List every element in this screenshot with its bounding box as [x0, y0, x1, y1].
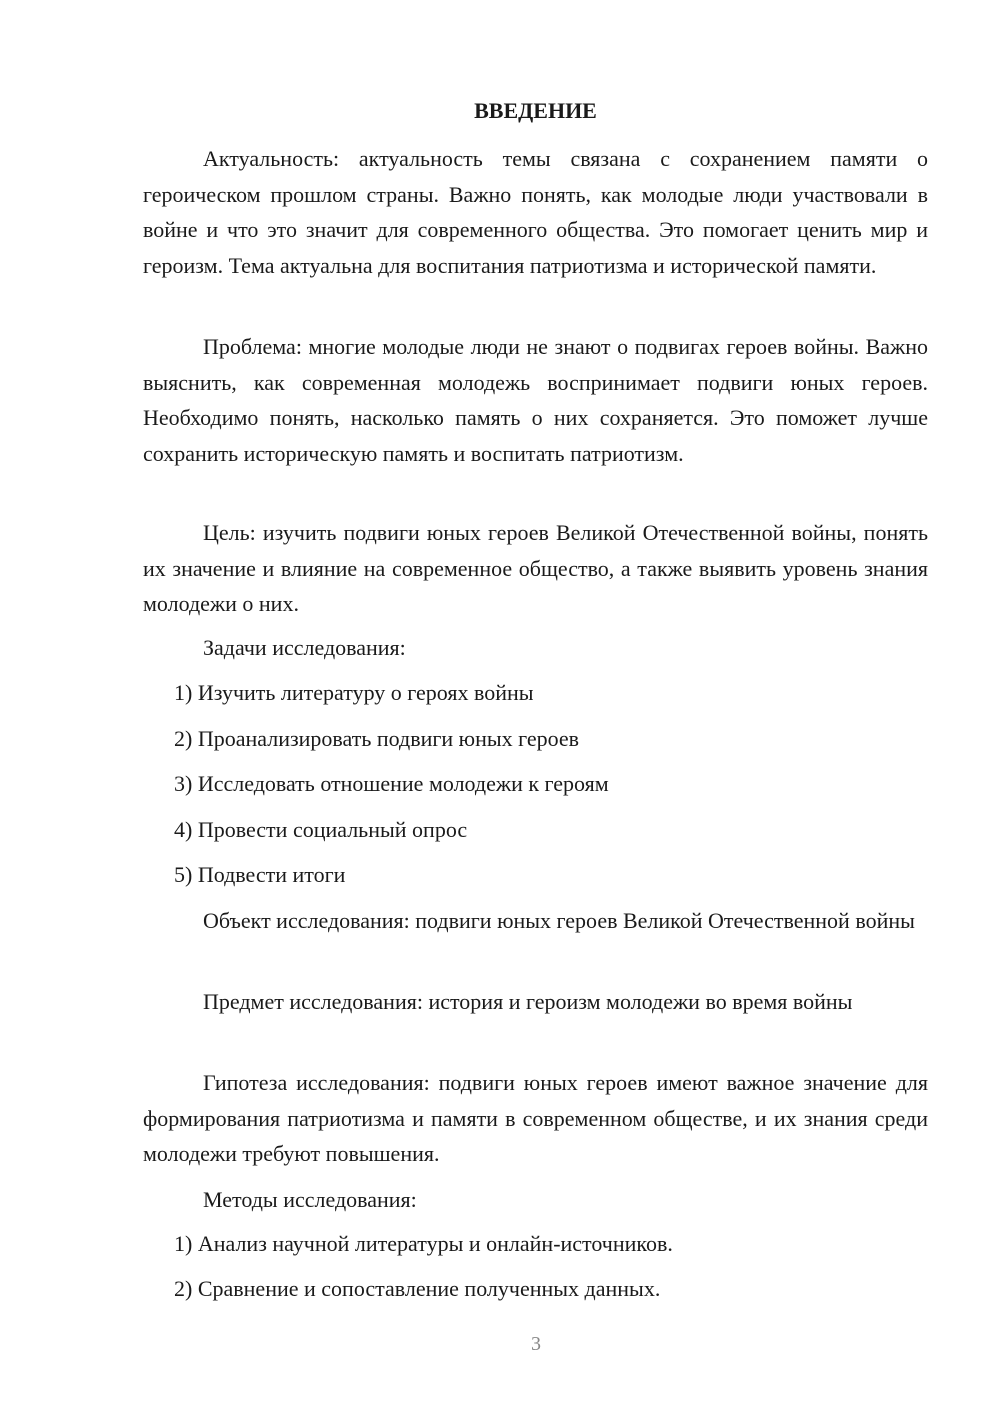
- task-item: 3) Исследовать отношение молодежи к героям: [174, 771, 609, 796]
- task-item: 1) Изучить литературу о героях войны: [174, 680, 534, 705]
- tasks-heading: Задачи исследования:: [203, 635, 406, 660]
- object-paragraph: Объект исследования: подвиги юных героев Великой Отечественной войны: [203, 908, 915, 933]
- problem-paragraph: Проблема: многие молодые люди не знают о подвигах героев войны. Важно выяснить, как современная молодежь воспринимает подвиги юных героев. Необходимо понять, насколько память о них сохраняется. Это поможет лучше сохранить историческую память и воспитать патриотизм.: [143, 334, 928, 466]
- relevance-paragraph: Актуальность: актуальность темы связана с сохранением памяти о героическом прошлом страны. Важно понять, как молодые люди участвовали в войне и что это значит для современного общества. Это помогает ценить мир и героизм. Тема актуальна для воспитания патриотизма и исторической памяти.: [143, 146, 928, 278]
- method-item: 2) Сравнение и сопоставление полученных данных.: [174, 1276, 661, 1301]
- task-item: 4) Провести социальный опрос: [174, 817, 468, 842]
- subject-paragraph: Предмет исследования: история и героизм молодежи во время войны: [203, 989, 853, 1014]
- page-number: 3: [531, 1333, 541, 1355]
- task-item: 2) Проанализировать подвиги юных героев: [174, 726, 580, 751]
- goal-paragraph: Цель: изучить подвиги юных героев Великой Отечественной войны, понять их значение и влияние на современное общество, а также выявить уровень знания молодежи о них.: [143, 520, 928, 616]
- hypothesis-paragraph: Гипотеза исследования: подвиги юных героев имеют важное значение для формирования патриотизма и памяти в современном обществе, и их знания среди молодежи требуют повышения.: [143, 1070, 928, 1166]
- task-item: 5) Подвести итоги: [174, 862, 346, 887]
- page-title: ВВЕДЕНИЕ: [474, 98, 597, 123]
- methods-heading: Методы исследования:: [203, 1187, 417, 1212]
- method-item: 1) Анализ научной литературы и онлайн-источников.: [174, 1231, 673, 1256]
